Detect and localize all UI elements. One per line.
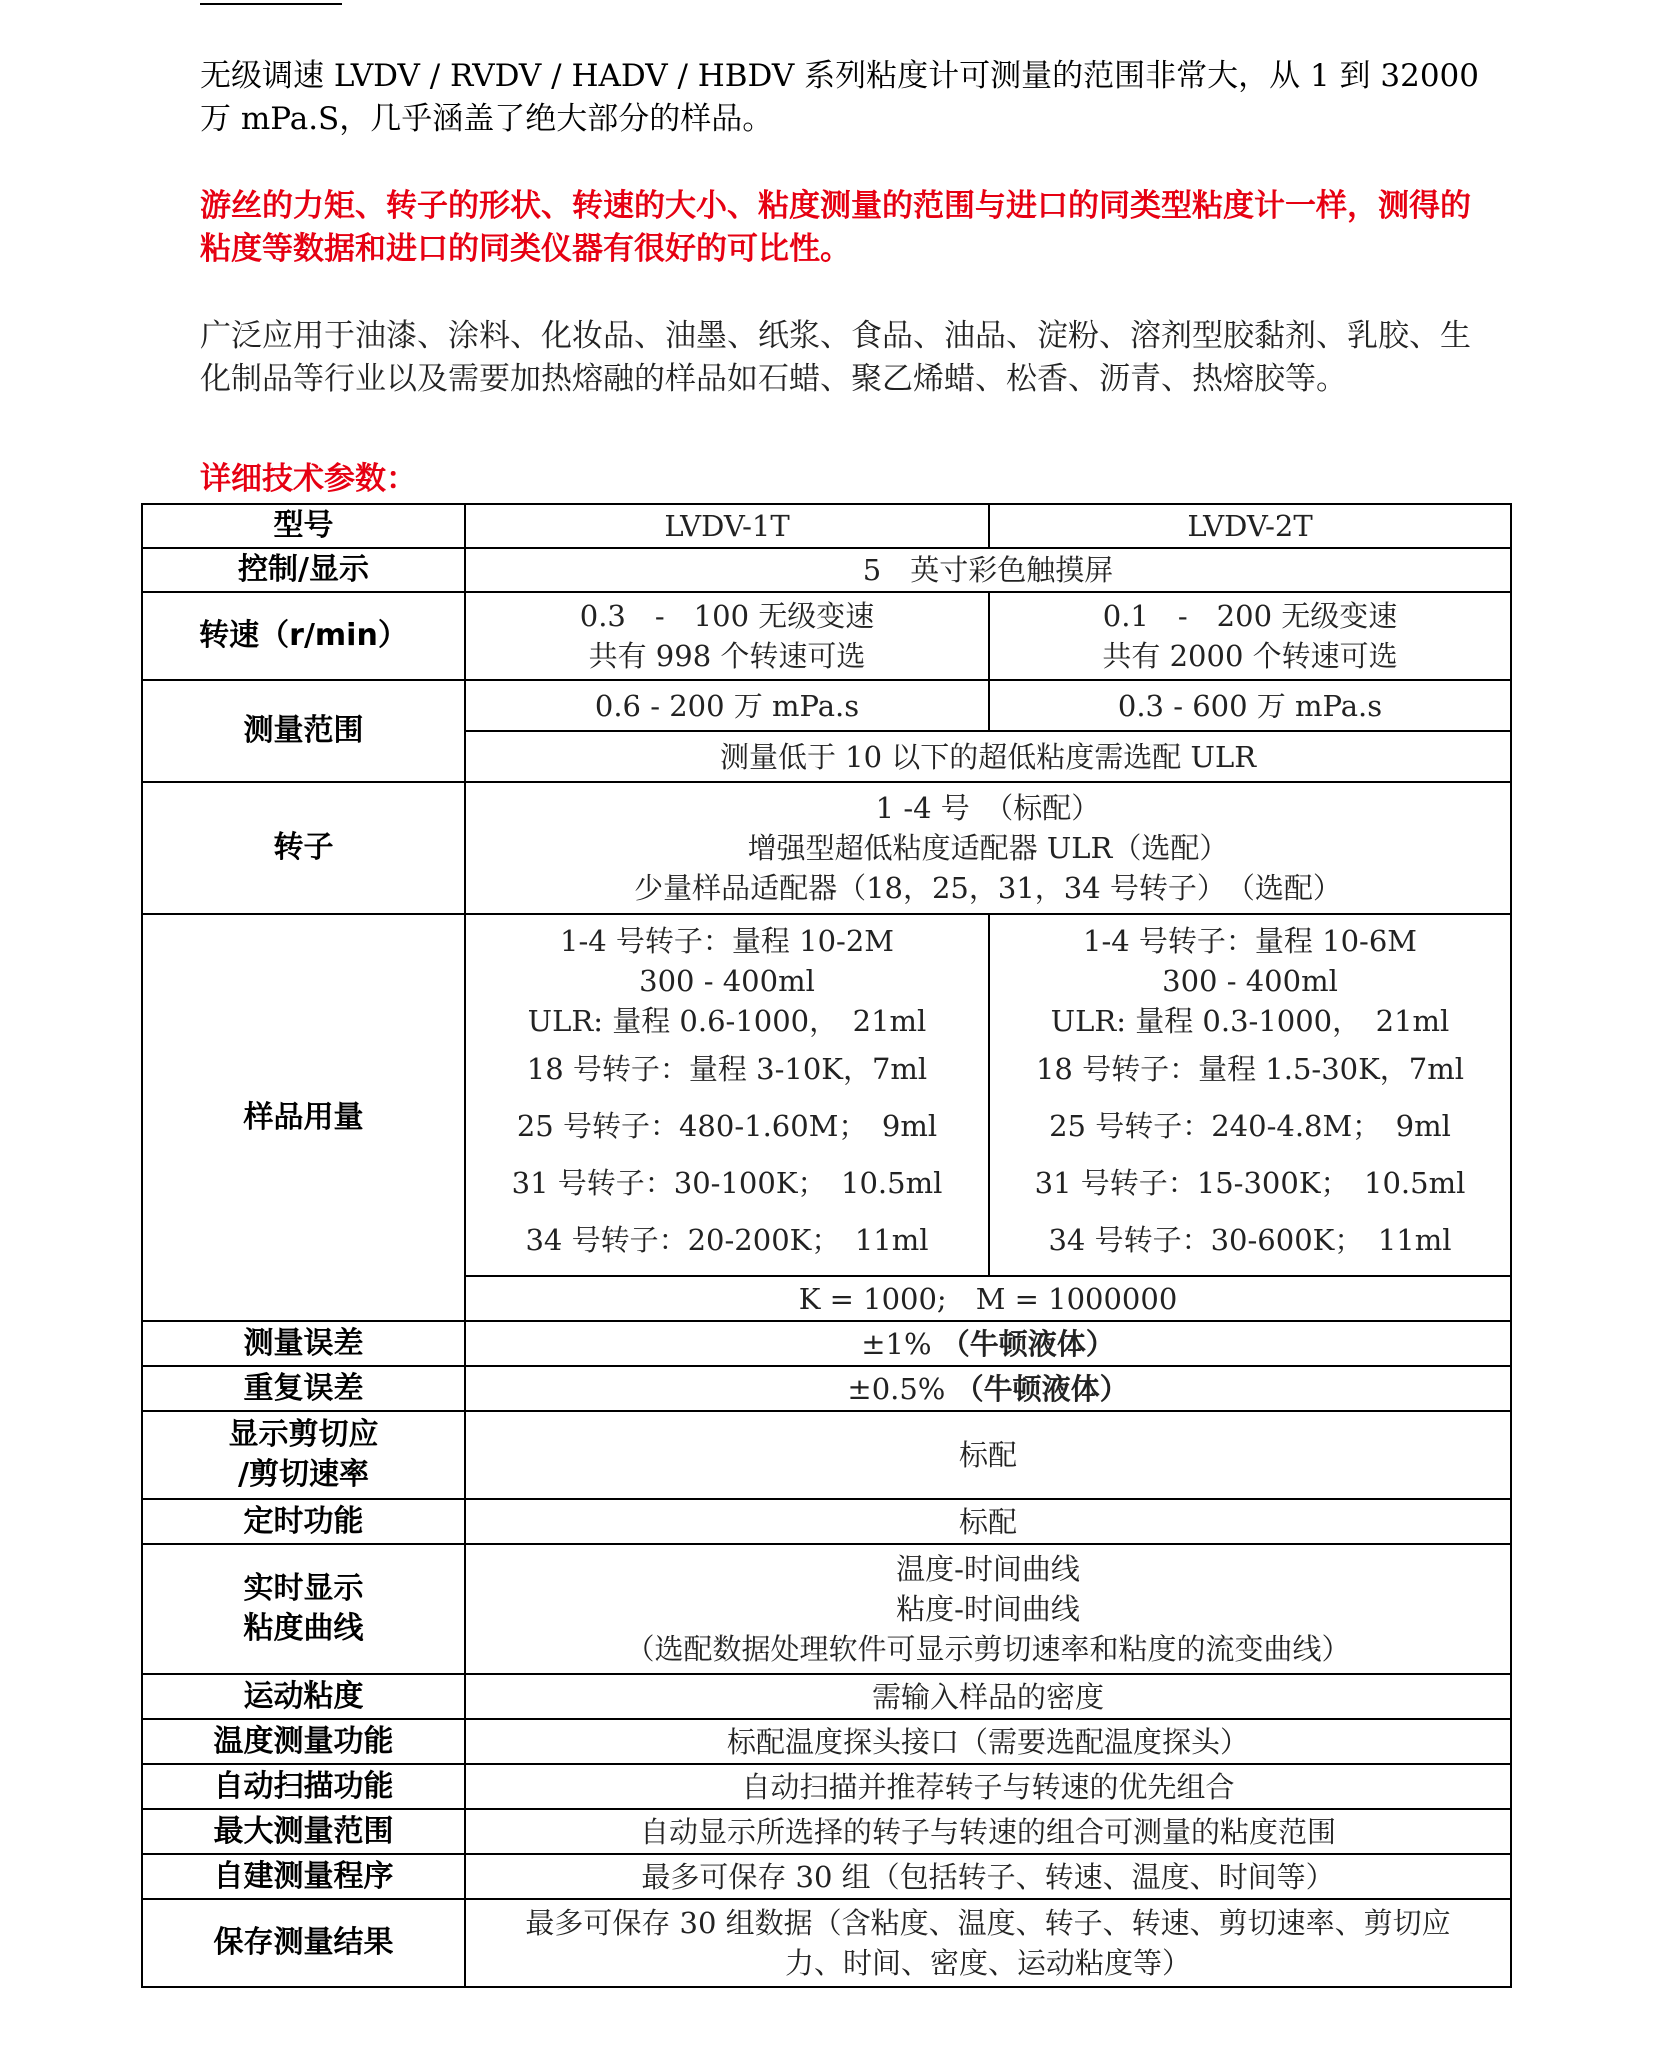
- model-col1: LVDV-1T: [465, 504, 989, 548]
- rotor-line-small-sample: 少量样品适配器（18，25，31，34 号转子） （选配）: [634, 871, 1342, 905]
- sample-col2-line: ULR: 量程 0.3-1000， 21ml: [1050, 1004, 1450, 1038]
- row-repeat: [142, 1366, 1511, 1411]
- sample-note: K = 1000; M = 1000000: [465, 1276, 1511, 1321]
- range-col1: 0.6 - 200 万 mPa.s: [465, 680, 989, 731]
- sample-col2-line: 25 号转子：240-4.8M； 9ml: [1049, 1109, 1451, 1143]
- save-line2: 力、时间、密度、运动粘度等）: [784, 1946, 1191, 1980]
- row-scan: [142, 1764, 1511, 1809]
- repeat-value: [465, 1366, 1511, 1411]
- save-line1: 最多可保存 30 组数据（含粘度、温度、转子、转速、剪切速率、剪切应: [525, 1906, 1451, 1940]
- label-model: 型号: [142, 504, 465, 548]
- label-program: 自建测量程序: [142, 1854, 465, 1899]
- rotor-line-ulr: 增强型超低粘度适配器 ULR（选配）: [747, 831, 1229, 865]
- error-percent: ±1%: [861, 1326, 932, 1361]
- timer-value: 标配: [465, 1499, 1511, 1544]
- row-sample: [142, 914, 1511, 1276]
- sample-col1-line: ULR: 量程 0.6-1000， 21ml: [527, 1004, 927, 1038]
- speed-col1: [465, 592, 989, 680]
- label-temp: 温度测量功能: [142, 1719, 465, 1764]
- label-control: 控制/显示: [142, 548, 465, 592]
- speed-col2-range: 0.1 - 200 无级变速: [1102, 599, 1398, 633]
- intro-paragraph-comparability: 游丝的力矩、转子的形状、转速的大小、粘度测量的范围与进口的同类型粘度计一样，测得的粘度等数据和进口的同类仪器有很好的可比性。: [200, 188, 1471, 267]
- row-curve: [142, 1544, 1511, 1674]
- row-speed: [142, 592, 1511, 680]
- speed-col2-count: 共有 2000 个转速可选: [1102, 639, 1398, 673]
- save-value: [465, 1899, 1511, 1987]
- control-value: 5 英寸彩色触摸屏: [465, 548, 1511, 592]
- spec-section-title: 详细技术参数：: [200, 461, 417, 497]
- range-col2: 0.3 - 600 万 mPa.s: [989, 680, 1511, 731]
- scan-value: 自动扫描并推荐转子与转速的优先组合: [465, 1764, 1511, 1809]
- speed-col1-range: 0.3 - 100 无级变速: [579, 599, 875, 633]
- row-model: [142, 504, 1511, 548]
- sample-col2-line: 18 号转子：量程 1.5-30K，7ml: [1035, 1052, 1465, 1086]
- temp-value: 标配温度探头接口（需要选配温度探头）: [465, 1719, 1511, 1764]
- label-shear-line1: 显示剪切应: [228, 1417, 379, 1452]
- curve-line-rheology: （选配数据处理软件可显示剪切速率和粘度的流变曲线）: [625, 1632, 1351, 1666]
- repeat-percent: ±0.5%: [847, 1371, 946, 1406]
- error-suffix: （牛顿液体）: [940, 1326, 1115, 1361]
- curve-line-visc-time: 粘度-时间曲线: [896, 1592, 1080, 1626]
- spec-table: [141, 503, 1512, 1988]
- range-note: 测量低于 10 以下的超低粘度需选配 ULR: [465, 731, 1511, 782]
- row-rotor: [142, 782, 1511, 914]
- sample-col2-line: 1-4 号转子：量程 10-6M: [1083, 924, 1417, 958]
- intro-paragraph-range: 无级调速 LVDV / RVDV / HADV / HBDV 系列粘度计可测量的范围非常大，从 1 到 32000 万 mPa.S，几乎涵盖了绝大部分的样品。: [200, 58, 1480, 137]
- label-rotor: 转子: [142, 782, 465, 914]
- row-timer: [142, 1499, 1511, 1544]
- label-range: 测量范围: [142, 680, 465, 782]
- maxrange-value: 自动显示所选择的转子与转速的组合可测量的粘度范围: [465, 1809, 1511, 1854]
- row-program: [142, 1854, 1511, 1899]
- label-error: 测量误差: [142, 1321, 465, 1366]
- intro-paragraph-applications: 广泛应用于油漆、涂料、化妆品、油墨、纸浆、食品、油品、淀粉、溶剂型胶黏剂、乳胶、生化制品等行业以及需要加热熔融的样品如石蜡、聚乙烯蜡、松香、沥青、热熔胶等。: [200, 318, 1471, 397]
- label-maxrange: 最大测量范围: [142, 1809, 465, 1854]
- model-col2: LVDV-2T: [989, 504, 1511, 548]
- repeat-suffix: （牛顿液体）: [954, 1371, 1129, 1406]
- label-repeat: 重复误差: [142, 1366, 465, 1411]
- speed-col2: [989, 592, 1511, 680]
- sample-col1-line: 18 号转子：量程 3-10K，7ml: [526, 1052, 928, 1086]
- sample-col1: [465, 914, 989, 1276]
- sample-col2-line: 34 号转子：30-600K； 11ml: [1048, 1223, 1452, 1257]
- label-speed: 转速（r/min）: [142, 592, 465, 680]
- label-timer: 定时功能: [142, 1499, 465, 1544]
- label-shear: [142, 1411, 465, 1499]
- sample-col1-line: 31 号转子：30-100K； 10.5ml: [511, 1166, 943, 1200]
- row-range: [142, 680, 1511, 731]
- program-value: 最多可保存 30 组（包括转子、转速、温度、时间等）: [465, 1854, 1511, 1899]
- label-curve-line2: 粘度曲线: [243, 1611, 364, 1646]
- sample-col1-line: 25 号转子：480-1.60M； 9ml: [516, 1109, 938, 1143]
- sample-col2: [989, 914, 1511, 1276]
- row-maxrange: [142, 1809, 1511, 1854]
- row-save: [142, 1899, 1511, 1987]
- label-kinematic: 运动粘度: [142, 1674, 465, 1719]
- label-curve-line1: 实时显示: [243, 1571, 364, 1606]
- label-curve: [142, 1544, 465, 1674]
- sample-col1-line: 300 - 400ml: [639, 964, 815, 998]
- row-error: [142, 1321, 1511, 1366]
- row-control: [142, 548, 1511, 592]
- speed-col1-count: 共有 998 个转速可选: [588, 639, 866, 673]
- sample-col2-line: 300 - 400ml: [1162, 964, 1338, 998]
- label-scan: 自动扫描功能: [142, 1764, 465, 1809]
- label-save: 保存测量结果: [142, 1899, 465, 1987]
- shear-value: 标配: [465, 1411, 1511, 1499]
- row-temp: [142, 1719, 1511, 1764]
- curve-line-temp-time: 温度-时间曲线: [896, 1552, 1080, 1586]
- kinematic-value: 需输入样品的密度: [465, 1674, 1511, 1719]
- rotor-value: [465, 782, 1511, 914]
- label-shear-line2: /剪切速率: [238, 1457, 369, 1492]
- row-kinematic: [142, 1674, 1511, 1719]
- top-rule: [200, 3, 342, 5]
- label-sample: 样品用量: [142, 914, 465, 1321]
- row-shear: [142, 1411, 1511, 1499]
- sample-col2-line: 31 号转子：15-300K； 10.5ml: [1034, 1166, 1466, 1200]
- curve-value: [465, 1544, 1511, 1674]
- rotor-line-standard: 1 -4 号 （标配）: [875, 791, 1101, 825]
- sample-col1-line: 34 号转子：20-200K； 11ml: [525, 1223, 929, 1257]
- error-value: [465, 1321, 1511, 1366]
- sample-col1-line: 1-4 号转子：量程 10-2M: [560, 924, 894, 958]
